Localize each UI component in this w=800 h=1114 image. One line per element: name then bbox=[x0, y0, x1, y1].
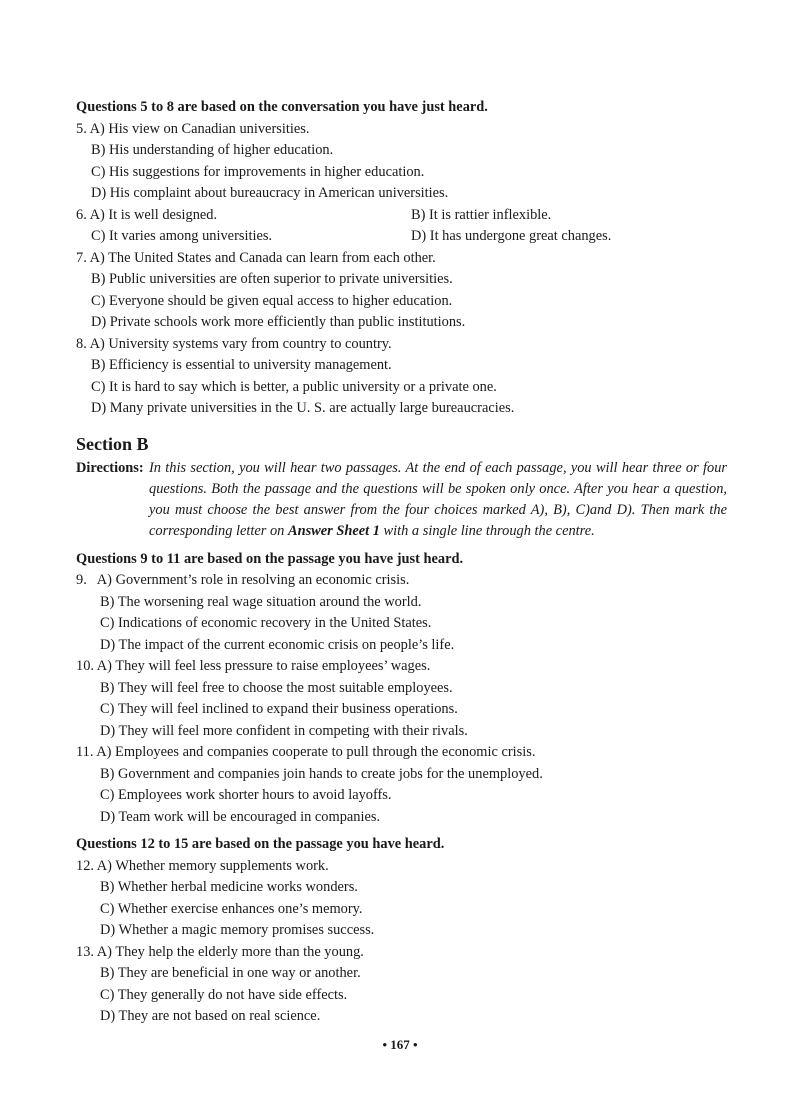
q5-option-c: C) His suggestions for improvements in higher education. bbox=[91, 163, 425, 180]
question-group-heading: Questions 5 to 8 are based on the conversation you have just heard. bbox=[76, 99, 488, 115]
answer-sheet-label: Answer Sheet 1 bbox=[287, 522, 380, 539]
q12-option-b: B) Whether herbal medicine works wonders. bbox=[100, 879, 358, 895]
q11-option-b: B) Government and companies join hands to create jobs for the unemployed. bbox=[100, 765, 543, 782]
q11-option-a: 11. A) Employees and companies cooperate to pull through the economic crisis. bbox=[76, 744, 536, 760]
q6-option-a: 6. A) It is well designed. bbox=[76, 206, 218, 223]
exam-page bbox=[76, 97, 736, 1028]
question-group-heading: Questions 12 to 15 are based on the passage you have heard. bbox=[76, 836, 445, 852]
directions-text-part2: with a single line through the centre. bbox=[379, 522, 595, 539]
q12-option-d: D) Whether a magic memory promises success. bbox=[100, 922, 375, 938]
page-number: • 167 • bbox=[382, 1037, 418, 1052]
q10-option-b: B) They will feel free to choose the most suitable employees. bbox=[100, 679, 453, 696]
directions-text-part1: In this section, you will hear two passages. At the end of each passage, you will hear three or four questions. Both the passage and the questions will be spoken only once. After you hear a question, you must choose the best answer from the four choices marked A), B), C)and D). Then mark the corresponding letter on bbox=[149, 459, 727, 539]
q6-option-c: C) It varies among universities. bbox=[91, 228, 273, 244]
directions-text bbox=[149, 458, 727, 542]
q9-option-a: 9. A) Government’s role in resolving an economic crisis. bbox=[76, 572, 410, 588]
q9-option-c: C) Indications of economic recovery in the United States. bbox=[100, 615, 432, 631]
q7-option-c: C) Everyone should be given equal access to higher education. bbox=[91, 292, 453, 309]
q9-option-d: D) The impact of the current economic crisis on people’s life. bbox=[100, 636, 455, 653]
q6-option-d: D) It has undergone great changes. bbox=[411, 228, 612, 244]
q13-option-d: D) They are not based on real science. bbox=[100, 1008, 321, 1024]
q8-option-a: 8. A) University systems vary from country to country. bbox=[76, 335, 392, 352]
q13-option-a: 13. A) They help the elderly more than the young. bbox=[76, 943, 364, 960]
q5-option-b: B) His understanding of higher education. bbox=[91, 142, 334, 158]
question-group-heading: Questions 9 to 11 are based on the passage you have just heard. bbox=[76, 550, 464, 567]
directions-label: Directions: bbox=[76, 459, 144, 476]
q6-row-1 bbox=[76, 205, 736, 227]
q12-option-c: C) Whether exercise enhances one’s memory. bbox=[100, 900, 363, 917]
q6-option-b: B) It is rattier inflexible. bbox=[411, 206, 552, 223]
q10-option-d: D) They will feel more confident in competing with their rivals. bbox=[100, 722, 468, 739]
q8-option-b: B) Efficiency is essential to university management. bbox=[91, 357, 392, 373]
q9-option-b: B) The worsening real wage situation around the world. bbox=[100, 593, 422, 610]
directions bbox=[76, 458, 736, 542]
q7-option-a: 7. A) The United States and Canada can learn from each other. bbox=[76, 249, 436, 266]
q11-option-d: D) Team work will be encouraged in companies. bbox=[100, 808, 381, 825]
q6-row-2 bbox=[76, 226, 736, 248]
q5-option-d: D) His complaint about bureaucracy in American universities. bbox=[91, 185, 449, 201]
q8-option-c: C) It is hard to say which is better, a public university or a private one. bbox=[91, 378, 497, 395]
q10-option-c: C) They will feel inclined to expand their business operations. bbox=[100, 701, 458, 717]
q7-option-d: D) Private schools work more efficiently than public institutions. bbox=[91, 314, 466, 330]
q5-option-a: 5. A) His view on Canadian universities. bbox=[76, 120, 310, 137]
q11-option-c: C) Employees work shorter hours to avoid layoffs. bbox=[100, 787, 392, 803]
q10-option-a: 10. A) They will feel less pressure to raise employees’ wages. bbox=[76, 658, 431, 674]
q7-option-b: B) Public universities are often superior to private universities. bbox=[91, 271, 453, 287]
q8-option-d: D) Many private universities in the U. S. are actually large bureaucracies. bbox=[91, 400, 515, 416]
q12-option-a: 12. A) Whether memory supplements work. bbox=[76, 857, 329, 874]
q13-option-b: B) They are beneficial in one way or another. bbox=[100, 965, 361, 981]
q13-option-c: C) They generally do not have side effects. bbox=[100, 986, 348, 1003]
section-title: Section B bbox=[76, 433, 149, 454]
